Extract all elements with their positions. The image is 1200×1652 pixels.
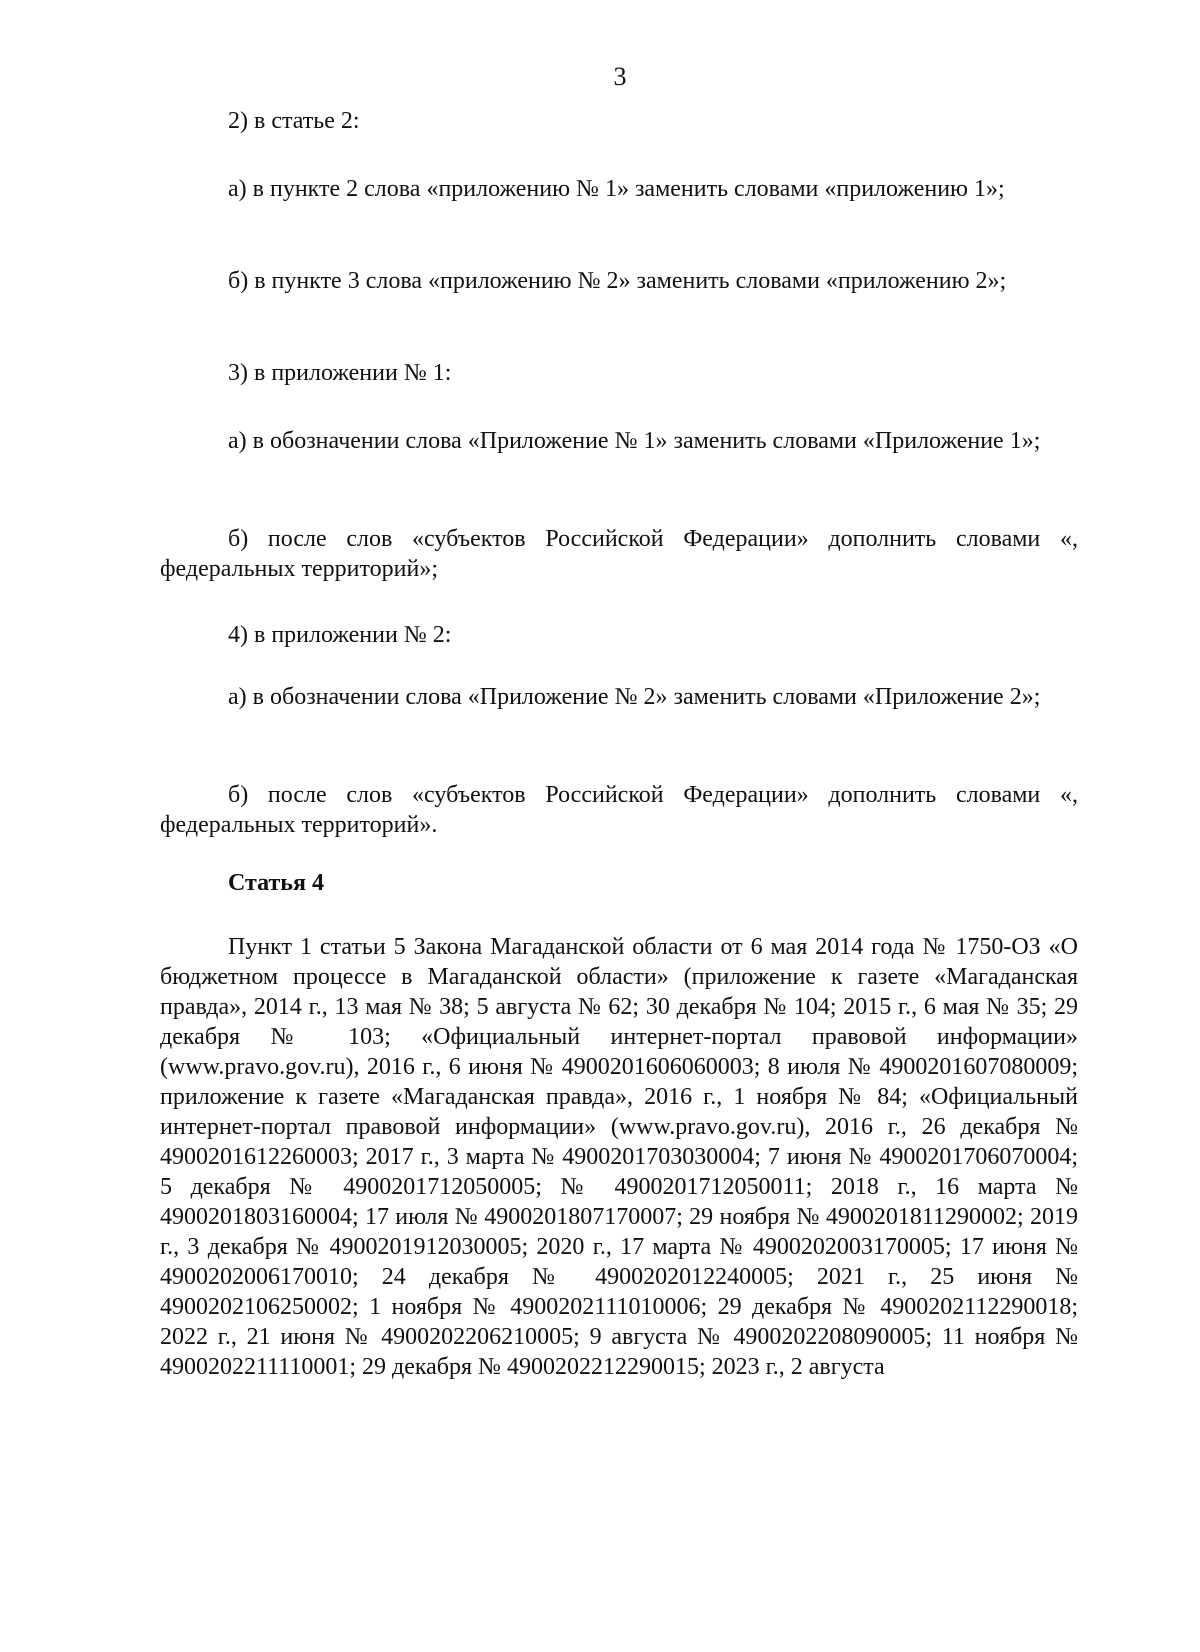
paragraph-text: 3) в приложении № 1: [228, 360, 452, 386]
paragraph-text: а) в обозначении слова «Приложение № 2» заменить словами «Приложение 2»; [228, 684, 1041, 710]
paragraph-text: б) в пункте 3 слова «приложению № 2» заменить словами «приложению 2»; [228, 268, 1007, 294]
paragraph-4b [160, 780, 1078, 840]
article-4-body [160, 932, 1078, 1382]
paragraph-annex-1 [160, 358, 1078, 388]
paragraph-2a [160, 174, 1078, 204]
paragraph-text: 2) в статье 2: [228, 108, 360, 134]
paragraph-3b [160, 524, 1078, 584]
paragraph-3a [160, 426, 1078, 456]
paragraph-annex-2 [160, 620, 1078, 650]
paragraph-text: 4) в приложении № 2: [228, 622, 452, 648]
paragraph-text: б) после слов «субъектов Российской Федерации» дополнить словами «, федеральных территорий». [160, 782, 1078, 838]
paragraph-article-2 [160, 106, 1078, 136]
paragraph-4a [160, 682, 1078, 712]
paragraph-text: б) после слов «субъектов Российской Федерации» дополнить словами «, федеральных территорий»; [160, 526, 1078, 582]
article-heading: Статья 4 [228, 870, 324, 896]
paragraph-text: а) в пункте 2 слова «приложению № 1» заменить словами «приложению 1»; [228, 176, 1005, 202]
paragraph-2b [160, 266, 1078, 296]
article-4-text: Пункт 1 статьи 5 Закона Магаданской области от 6 мая 2014 года № 1750-ОЗ «О бюджетном процессе в Магаданской области» (приложение к газете «Магаданская правда», 2014 г., 13 мая № 38; 5 августа № 62; 30 декабря № 104; 2015 г., 6 мая № 35; 29 декабря № 103; «Официальный интернет-портал правовой информации» (www.pravo.gov.ru), 2016 г., 6 июня № 4900201606060003; 8 июля № 4900201607080009; приложение к газете «Магаданская правда», 2016 г., 1 ноября № 84; «Официальный интернет-портал правовой информации» (www.pravo.gov.ru), 2016 г., 26 декабря № 4900201612260003; 2017 г., 3 марта № 4900201703030004; 7 июня № 4900201706070004; 5 декабря № 4900201712050005; № 4900201712050011; 2018 г., 16 марта № 4900201803160004; 17 июля № 4900201807170007; 29 ноября № 4900201811290002; 2019 г., 3 декабря № 4900201912030005; 2020 г., 17 марта № 4900202003170005; 17 июня № 4900202006170010; 24 декабря № 4900202012240005; 2021 г., 25 июня № 4900202106250002; 1 ноября № 4900202111010006; 29 декабря № 4900202112290018; 2022 г., 21 июня № 4900202206210005; 9 августа № 4900202208090005; 11 ноября № 4900202211110001; 29 декабря № 4900202212290015; 2023 г., 2 августа [160, 934, 1078, 1380]
page-number: 3 [613, 62, 627, 91]
paragraph-text: а) в обозначении слова «Приложение № 1» заменить словами «Приложение 1»; [228, 428, 1041, 454]
